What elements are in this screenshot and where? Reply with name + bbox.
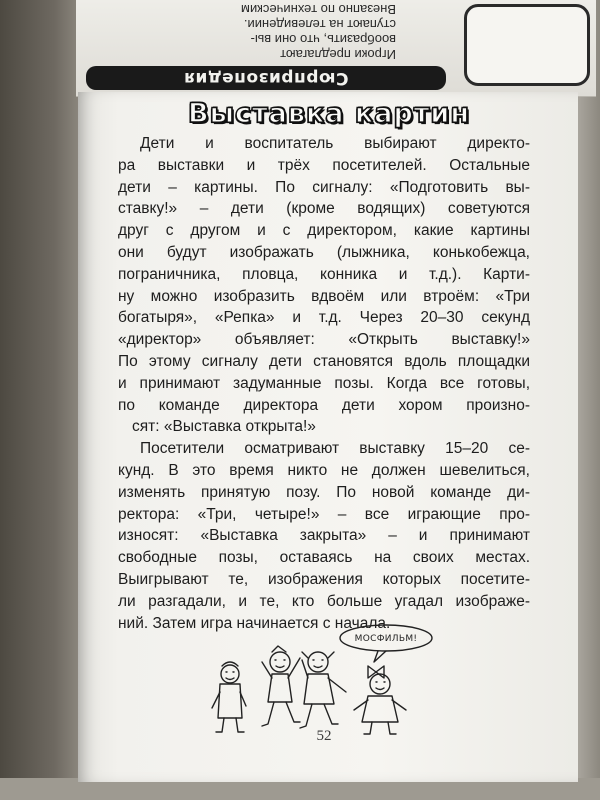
text-line: по команде директора дети хором произно- <box>118 396 530 414</box>
text-line: ну можно изобразить вдвоём или втроём: «Три <box>118 287 530 305</box>
speech-bubble-tail <box>374 651 386 662</box>
page-number: 52 <box>316 728 332 744</box>
text-line: износят: «Выставка закрыта» – и принимают <box>118 527 530 545</box>
previous-page-line: Внезапно по техническим <box>240 2 396 17</box>
previous-page-heading: Сюрпризопедия <box>86 66 446 90</box>
text-line: «директор» объявляет: «Открыть выставку!» <box>118 331 530 349</box>
text-line: свободные позы, оставаясь на своих местах. <box>118 549 530 567</box>
speech-bubble-text: МОСФИЛЬМ! <box>354 634 418 644</box>
text-line: дети – картины. По сигналу: «Подготовить вы- <box>118 178 530 196</box>
figure-old-man <box>212 662 246 732</box>
figure-girl-with-bow <box>354 666 406 734</box>
previous-page-upside-down <box>76 0 596 97</box>
text-line: пограничника, пловца, конника и т.д.). Карти- <box>118 265 530 283</box>
previous-page-line: вообразить, что они вы- <box>250 32 396 47</box>
text-line: друг с другом и с директором, какие картины <box>118 222 530 240</box>
text-line: ли разгадали, и те, кто больше угадал изображе- <box>118 592 530 610</box>
text-line: ра выставки и трёх посетителей. Остальные <box>118 156 530 174</box>
text-line: ректора: «Три, четыре!» – все играющие про- <box>118 505 530 523</box>
previous-page-figure-frame <box>464 4 590 86</box>
text-line: и принимают задуманные позы. Когда все готовы, <box>118 374 530 392</box>
page-title: Выставка картин <box>188 98 470 129</box>
background-left <box>0 0 78 800</box>
text-line: ний. Затем игра начинается с начала. <box>118 614 391 632</box>
children-illustration <box>208 622 448 742</box>
text-line: ставку!» – дети (кроме водящих) советуются <box>118 200 530 218</box>
previous-page-line: ступают на телевидении. <box>243 17 396 32</box>
text-line: богатыря», «Репка» и т.д. Через 20–30 секунд <box>118 309 530 327</box>
article-body <box>118 133 530 634</box>
figure-girl-pigtails <box>300 652 346 728</box>
text-line: Посетители осматривают выставку 15–20 се- <box>140 440 530 458</box>
background-right <box>578 0 600 800</box>
text-line: Выигрывают те, изображения которых посетите- <box>118 570 530 588</box>
figure-boy-arms-raised <box>262 646 300 726</box>
previous-page-line: Игроки предлагают <box>280 47 396 62</box>
text-line: изменять принятую позу. По новой команде ди- <box>118 483 530 501</box>
text-line: сят: «Выставка открыта!» <box>132 418 316 436</box>
previous-page-content <box>76 0 596 96</box>
text-line: По этому сигналу дети становятся вдоль площадки <box>118 352 530 370</box>
book-page <box>78 92 578 782</box>
text-line: кунд. В это время никто не должен шевелиться, <box>118 461 530 479</box>
text-line: они будут изображать (лыжника, конькобежца, <box>118 243 530 261</box>
text-line: Дети и воспитатель выбирают директо- <box>140 135 530 152</box>
